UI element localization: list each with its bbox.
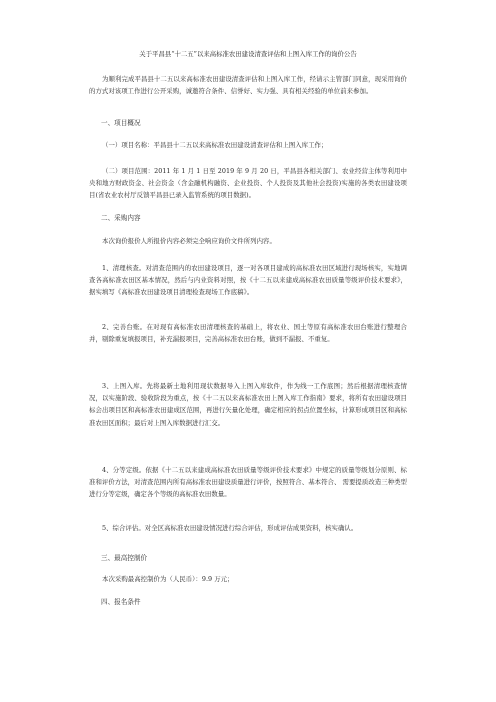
document-title: 关于平昌县“十二五”以来高标准农田建设清查评估和上图入库工作的询价公告 [139,50,357,58]
procurement-item-2: 2、完善台账。在对现有高标准农田清理核查的基础上，将农业、国土等原有高标准农田台账进行整理合并，剔除重复填报项目，补充漏报项目，完善高标准农田台账，做到不漏报、不重复。 [89,323,407,344]
procurement-item-4: 4、分等定级。依据《十二五以来建成高标准农田质量等级评价技术要求》中规定的质量等级划分原则、标准和评价方法，对清查范围内所有高标准农田建设质量进行评价，按照符合、基本符合、 需要提质改造三种类型进行分等定级，确定各个等级的高标准农田数量。 [89,466,407,499]
section-heading-overview: 一、项目概况 [101,119,141,127]
procurement-item-5: 5、综合评估。对全区高标准农田建设情况进行综合评估，形成评估成果资料，核实确认。 [102,524,358,532]
procurement-item-3: 3、上图入库。先将最新土地利用现状数据导入上图入库软件，作为线一工作底图；然后根据清理核查情况，以实施阶段、验收阶段为重点，按《十二五以来高标准农田上图入库工作指南》要求，将所有农田建设项目标会出项目区和高标准农田建成区范围，再进行矢量化处理，确定相应的拐点位置坐标，计算形成项目区和高标准农田区面积；最后对上图入库数据进行汇交。 [89,382,407,427]
project-scope-item: （二）项目范围：2011 年 1 月 1 日至 2019 年 9 月 20 日，平昌县各相关部门、农业经营主体等利用中央和地方财政资金、社会资金（含金融机构融资、企业投资、个人投资及其他社会投资)实施的各类农田建设项目(省农业农村厅反馈平昌县已录入监管系统的项目数据)。 [89,167,407,200]
procurement-item-1: 1、清理核查。对清查范围内的农田建设项目，逐一对各项目建成的高标准农田区域进行现场核实，实地调查各高标准农田区基本情况，然后与内业资料对照，按《十二五以来建成高标准农田质量等级评价技术要求》，据实填写《高标准农田建设项目清理检查现场工作底稿》。 [89,264,407,297]
price-paragraph: 本次采购最高控制价为（人民币）：9.9 万元； [102,575,234,583]
intro-paragraph: 为顺利完成平昌县十二五以来高标准农田建设清查评估和上图入库工作，经请示主管部门同意，现采用询价的方式对该项工作进行公开采购，诚邀符合条件、信誉好、实力强、具有相关经验的单位前来参加。 [89,75,407,96]
section-heading-registration: 四、报名条件 [101,598,141,606]
procurement-intro: 本次询价报价人所报价内容必须完全响应询价文件所列内容。 [102,237,276,245]
project-name-item: （一）项目名称：平昌县十二五以来高标准农田建设清查评估和上图入库工作； [102,141,328,149]
section-heading-procurement: 二、采购内容 [101,214,141,222]
section-heading-price: 三、最高控制价 [101,554,148,562]
